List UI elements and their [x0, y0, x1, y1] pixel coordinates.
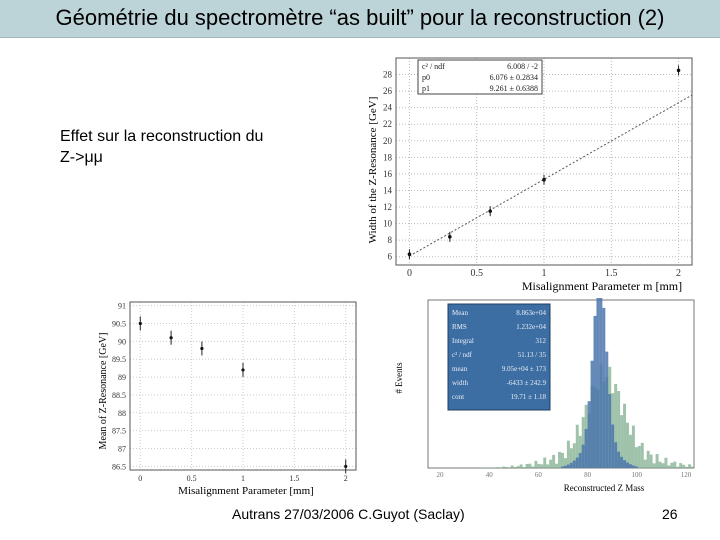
- chart3-bar-green: [508, 467, 511, 468]
- chart1-ytick-label: 10: [383, 218, 392, 229]
- chart3-stat-value: 19.71 ± 1.18: [510, 393, 546, 401]
- chart3-bar-green: [626, 423, 629, 468]
- chart2-ytick-label: 89: [118, 373, 126, 383]
- chart3-bar-blue: [620, 457, 623, 468]
- chart1-ytick-label: 12: [383, 202, 392, 213]
- chart3-bar-blue: [561, 467, 564, 468]
- chart3-bar-blue: [626, 462, 629, 468]
- chart1-xtick-label: 0: [406, 268, 412, 279]
- chart3-xlabel: Reconstructed Z Mass: [563, 483, 645, 493]
- chart3-bar-green: [664, 458, 667, 468]
- chart3-bar-blue: [608, 394, 611, 468]
- chart3-bar-green: [561, 453, 564, 468]
- chart3-bar-green: [567, 441, 570, 468]
- chart3-bar-blue: [602, 308, 605, 468]
- chart3-xtick-label: 100: [631, 471, 643, 479]
- chart1-ytick-label: 6: [387, 251, 392, 262]
- chart2-xtick-label: 0.5: [186, 474, 197, 483]
- chart3-bar-green: [667, 465, 670, 468]
- chart3-bar-blue: [573, 461, 576, 468]
- chart3-xtick-label: 20: [436, 471, 444, 479]
- chart3-bar-green: [629, 435, 632, 468]
- chart3-bar-green: [502, 467, 505, 468]
- chart3-bar-green: [650, 455, 653, 468]
- z-mass-histogram: [374, 298, 700, 498]
- chart3-bar-blue: [632, 466, 635, 468]
- chart1-xlabel: Misalignment Parameter m [mm]: [521, 279, 683, 293]
- chart1-ytick-label: 22: [383, 119, 392, 130]
- chart3-bar-green: [540, 464, 543, 468]
- chart3-bar-blue: [605, 352, 608, 468]
- chart3-bar-blue: [617, 452, 620, 468]
- chart3-bar-blue: [599, 298, 602, 468]
- chart3-bar-green: [685, 467, 688, 468]
- chart3-bar-blue: [611, 425, 614, 468]
- chart3-stat-label: Integral: [452, 337, 474, 345]
- chart3-bar-green: [644, 460, 647, 468]
- chart3-bar-green: [531, 466, 534, 468]
- chart3-bar-blue: [588, 401, 591, 468]
- page-number: 26: [662, 506, 678, 522]
- chart3-stat-label: Mean: [452, 309, 468, 317]
- chart2-point: [169, 336, 172, 339]
- chart3-bar-green: [688, 464, 691, 468]
- chart3-stat-value: 8.863e+04: [516, 309, 546, 317]
- chart3-bar-green: [691, 467, 694, 468]
- chart1-ytick-label: 20: [383, 135, 392, 146]
- chart2-xlabel: Misalignment Parameter [mm]: [178, 485, 314, 497]
- chart3-bar-green: [537, 464, 540, 468]
- chart3-bar-blue: [570, 463, 573, 468]
- chart2-point: [344, 465, 347, 468]
- chart3-bar-green: [623, 404, 626, 468]
- chart1-stat-value: 9.261 ± 0.6388: [489, 84, 538, 93]
- chart3-bar-green: [493, 467, 496, 468]
- chart1-point: [448, 235, 452, 239]
- chart2-point: [241, 368, 244, 371]
- chart3-bar-green: [641, 443, 644, 468]
- chart1-ytick-label: 24: [383, 102, 392, 113]
- chart3-xtick-label: 80: [584, 471, 592, 479]
- chart2-ytick-label: 91: [118, 301, 126, 311]
- chart2-point: [139, 322, 142, 325]
- chart1-stats-box: [418, 60, 542, 94]
- chart3-bar-blue: [591, 361, 594, 468]
- chart3-bar-green: [523, 467, 526, 468]
- chart3-ylabel: # Events: [394, 362, 404, 394]
- chart1-ytick-label: 8: [387, 235, 392, 246]
- chart1-stat-label: p0: [422, 73, 430, 82]
- slide-caption: [60, 126, 263, 168]
- chart3-bar-blue: [579, 453, 582, 468]
- chart3-bar-green: [653, 463, 656, 468]
- chart3-xtick-label: 40: [485, 471, 493, 479]
- caption-line-1: Effet sur la reconstruction du: [60, 128, 264, 145]
- chart3-bar-green: [682, 465, 685, 468]
- chart1-fit-line: [409, 95, 692, 256]
- chart1-xtick-label: 1.5: [605, 268, 618, 279]
- chart1-ytick-label: 18: [383, 152, 392, 163]
- chart3-bar-green: [549, 460, 552, 468]
- chart2-xtick-label: 0: [138, 474, 143, 483]
- chart1-point: [408, 252, 412, 256]
- chart3-bar-blue: [629, 464, 632, 468]
- footer-text: Autrans 27/03/2006 C.Guyot (Saclay): [232, 506, 465, 522]
- chart3-xtick-label: 60: [534, 471, 542, 479]
- chart3-xtick-label: 120: [680, 471, 692, 479]
- chart2-ytick-label: 87.5: [112, 426, 126, 436]
- chart1-stat-label: p1: [422, 84, 430, 93]
- chart2-ytick-label: 89.5: [112, 355, 126, 365]
- chart3-bar-green: [546, 464, 549, 468]
- chart3-bar-blue: [564, 466, 567, 468]
- chart3-stats-box: [448, 304, 550, 410]
- chart3-bar-green: [635, 447, 638, 468]
- chart3-stat-label: c² / ndf: [452, 351, 472, 359]
- chart1-xtick-label: 1: [541, 268, 547, 279]
- chart3-bar-green: [511, 466, 514, 468]
- chart3-bar-green: [673, 462, 676, 468]
- chart3-stat-label: RMS: [452, 323, 467, 331]
- chart2-ytick-label: 90.5: [112, 319, 126, 329]
- chart1-stat-label: c² / ndf: [422, 62, 445, 71]
- chart1-ytick-label: 26: [383, 86, 392, 97]
- chart2-tick-labels: [112, 302, 348, 483]
- chart1-point: [542, 178, 546, 182]
- chart3-tick-labels: [437, 471, 692, 479]
- chart3-bar-green: [647, 451, 650, 468]
- chart3-bar-green: [659, 462, 662, 468]
- chart3-bar-blue: [582, 445, 585, 468]
- chart3-bar-blue: [635, 466, 638, 468]
- chart3-bar-green: [528, 464, 531, 468]
- chart1-point: [677, 69, 681, 73]
- chart1-xtick-label: 0.5: [470, 268, 483, 279]
- chart3-bar-green: [496, 467, 499, 468]
- chart3-bar-blue: [585, 429, 588, 468]
- chart2-xtick-label: 1.5: [289, 474, 300, 483]
- chart3-bar-green: [676, 467, 679, 468]
- chart2-ytick-label: 90: [118, 337, 126, 347]
- chart3-bar-green: [670, 463, 673, 468]
- chart3-bar-green: [555, 464, 558, 468]
- chart3-stat-value: 51.13 / 35: [517, 351, 546, 359]
- chart2-ytick-label: 88.5: [112, 390, 126, 400]
- chart3-bar-green: [558, 452, 561, 468]
- chart3-stat-value: 1.232e+04: [516, 323, 546, 331]
- chart3-bar-green: [638, 446, 641, 468]
- chart3-bar-green: [526, 464, 529, 468]
- chart3-bar-green: [632, 426, 635, 468]
- chart3-bar-blue: [567, 465, 570, 468]
- chart3-bar-green: [505, 467, 508, 468]
- chart3-bar-green: [520, 464, 523, 468]
- chart3-bar-green: [534, 461, 537, 468]
- slide-title: Géométrie du spectromètre “as built” pour la reconstruction (2): [55, 5, 665, 30]
- chart3-bar-green: [656, 454, 659, 468]
- chart3-stat-value: 312: [535, 337, 546, 345]
- chart3-stat-label: width: [452, 379, 468, 387]
- chart3-bar-blue: [623, 460, 626, 468]
- chart3-stat-value: -6433 ± 242.9: [506, 379, 546, 387]
- width-vs-misalignment-chart: [362, 50, 698, 296]
- chart1-ytick-label: 28: [383, 69, 392, 80]
- chart2-ytick-label: 87: [118, 444, 126, 454]
- chart2-ylabel: Mean of Z-Resonance [GeV]: [98, 332, 109, 450]
- chart1-xtick-label: 2: [676, 268, 682, 279]
- chart3-bar-blue: [594, 316, 597, 468]
- chart2-xtick-label: 1: [241, 474, 245, 483]
- chart2-ytick-label: 86.5: [112, 462, 126, 472]
- chart3-bar-green: [487, 467, 490, 468]
- chart2-ytick-label: 88: [118, 408, 126, 418]
- caption-line-2: Z->μμ: [60, 149, 103, 166]
- chart3-bar-blue: [596, 298, 599, 468]
- chart1-stat-value: 6.076 ± 0.2834: [489, 73, 538, 82]
- chart3-bar-green: [514, 467, 517, 468]
- mean-vs-misalignment-chart: [96, 296, 364, 498]
- chart3-stat-label: mean: [452, 365, 468, 373]
- chart3-bar-green: [517, 466, 520, 468]
- chart1-stat-value: 6.008 / -2: [507, 62, 538, 71]
- chart3-stat-label: cont: [452, 393, 465, 401]
- chart2-point: [200, 347, 203, 350]
- chart3-bar-green: [679, 463, 682, 468]
- chart2-grid: [130, 302, 356, 470]
- chart1-point: [488, 209, 492, 213]
- chart3-bar-green: [543, 457, 546, 468]
- chart3-bar-green: [661, 463, 664, 468]
- chart3-bar-blue: [576, 458, 579, 468]
- chart3-stat-value: 9.05e+04 ± 173: [501, 365, 546, 373]
- chart1-ytick-label: 14: [383, 185, 392, 196]
- chart1-ytick-label: 16: [383, 168, 392, 179]
- chart1-ylabel: Width of the Z-Resonance [GeV]: [367, 96, 379, 244]
- chart2-xtick-label: 2: [343, 474, 348, 483]
- chart3-bar-blue: [614, 442, 617, 468]
- chart3-bar-green: [552, 455, 555, 468]
